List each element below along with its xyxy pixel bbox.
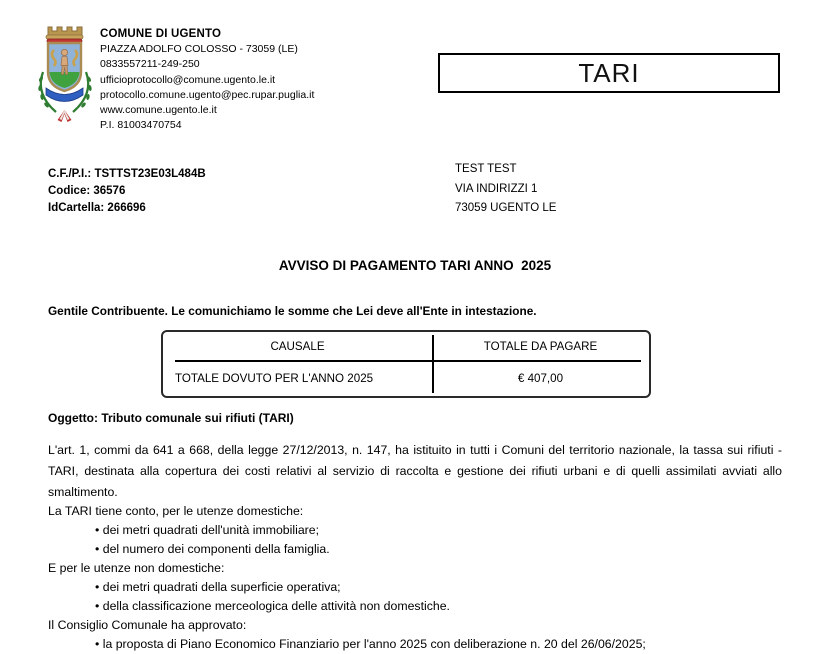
list-item: • del numero dei componenti della famiglia.	[48, 540, 782, 559]
municipality-address: PIAZZA ADOLFO COLOSSO - 73059 (LE)	[100, 43, 298, 56]
table-header-totale: TOTALE DA PAGARE	[483, 339, 598, 353]
taxpayer-identifiers	[48, 166, 206, 218]
payment-summary-table	[161, 330, 651, 398]
list-item: • dei metri quadrati della superficie operativa;	[48, 578, 782, 597]
municipality-website: www.comune.ugento.le.it	[100, 104, 217, 117]
municipality-email: ufficioprotocollo@comune.ugento.le.it	[100, 73, 276, 86]
greeting-line: Gentile Contribuente. Le comunichiamo le somme che Lei deve all'Ente in intestazione.	[48, 304, 537, 318]
recipient-city: 73059 UGENTO LE	[455, 202, 557, 215]
municipality-crest-icon	[34, 24, 96, 136]
page-title: AVVISO DI PAGAMENTO TARI ANNO 2025	[278, 258, 552, 273]
table-header-causale: CAUSALE	[270, 339, 325, 353]
municipality-name: COMUNE DI UGENTO	[100, 28, 222, 40]
tax-type-box	[438, 53, 780, 93]
taxpayer-cart-id: IdCartella: 266696	[48, 202, 146, 215]
council-intro-line: Il Consiglio Comunale ha approvato:	[48, 618, 247, 633]
domestic-intro-line: La TARI tiene conto, per le utenze domestiche:	[48, 504, 304, 519]
table-cell-causale: TOTALE DOVUTO PER L'ANNO 2025	[175, 371, 374, 385]
municipality-pec: protocollo.comune.ugento@pec.rupar.puglia.it	[100, 88, 315, 101]
list-item: • della classificazione merceologica delle attività non domestiche.	[48, 597, 782, 616]
recipient-address	[455, 160, 556, 219]
recipient-street: VIA INDIRIZZI 1	[455, 182, 538, 195]
taxpayer-fiscal-code: C.F./P.I.: TSTTST23E03L484B	[48, 168, 206, 180]
list-item: • la proposta di Piano Economico Finanziario per l'anno 2025 con deliberazione n. 20 del 26/06/2025;	[48, 635, 782, 654]
nondomestic-intro-line: E per le utenze non domestiche:	[48, 561, 225, 576]
municipality-vat: P.I. 81003470754	[100, 119, 182, 132]
list-item: • dei metri quadrati dell'unità immobiliare;	[48, 521, 782, 540]
recipient-name: TEST TEST	[455, 163, 517, 175]
table-cell-totale: € 407,00	[517, 371, 564, 385]
municipality-phone: 0833557211-249-250	[100, 58, 200, 71]
body-text	[48, 440, 782, 654]
taxpayer-code: Codice: 36576	[48, 185, 126, 198]
tax-type-label: TARI	[578, 57, 640, 88]
law-paragraph: L'art. 1, commi da 641 a 668, della legge 27/12/2013, n. 147, ha istituito in tutti i Comuni del territorio nazionale, la tassa sui rifiuti - TARI, destinata alla copertura dei costi relativi al servizio di raccolta e gestione dei rifiuti urbani e di quelli assimilati avviati allo smaltimento.	[48, 443, 782, 499]
municipality-header	[100, 27, 314, 133]
subject-line: Oggetto: Tributo comunale sui rifiuti (TARI)	[48, 411, 294, 425]
